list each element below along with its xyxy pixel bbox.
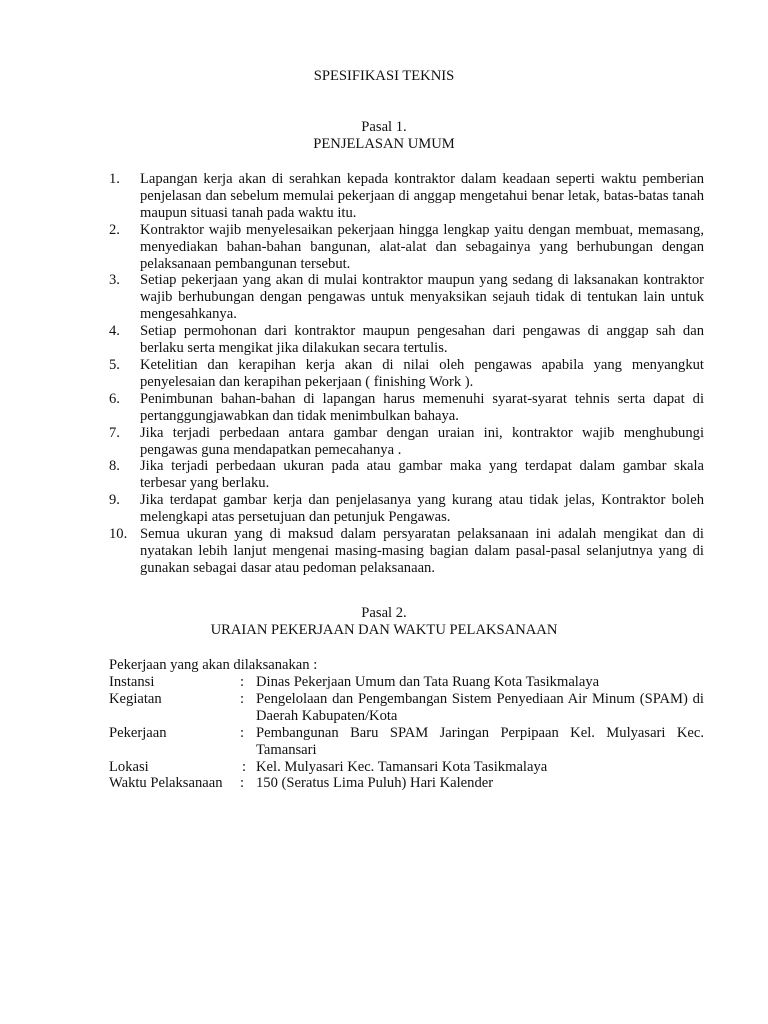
work-details xyxy=(109,674,704,792)
item-number: 5. xyxy=(109,356,120,373)
field-value: Kel. Mulyasari Kec. Tamansari Kota Tasikmalaya xyxy=(256,758,548,775)
list-item xyxy=(109,391,704,425)
item-text: Lapangan kerja akan di serahkan kepada kontraktor dalam keadaan seperti waktu pemberian penjelasan dan sebelum memulai pekerjaan di anggap mengetahui benar letak, batas-batas tanah maupun situasi tanah pada waktu itu. xyxy=(140,171,704,221)
list-item xyxy=(109,272,704,323)
field-value: Pengelolaan dan Pengembangan Sistem Penyediaan Air Minum (SPAM) di Daerah Kabupaten/Kota xyxy=(256,690,704,724)
item-text: Penimbunan bahan-bahan di lapangan harus memenuhi syarat-syarat tehnis serta dapat di pertanggungjawabkan dan tidak menimbulkan bahaya. xyxy=(140,390,704,424)
item-text: Jika terjadi perbedaan antara gambar dengan uraian ini, kontraktor wajib menghubungi pengawas guna mendapatkan pemecahanya . xyxy=(140,424,704,458)
field-row-instansi xyxy=(109,674,704,691)
item-number: 9. xyxy=(109,492,120,509)
field-row-lokasi xyxy=(109,759,704,776)
field-colon: : xyxy=(240,724,245,741)
item-number: 4. xyxy=(109,323,120,340)
item-text: Setiap pekerjaan yang akan di mulai kontraktor maupun yang sedang di laksanakan kontraktor wajib berhubungan dengan pengawas untuk menyaksikan sejauh tidak di tentukan lain untuk mengesahkanya. xyxy=(140,272,704,323)
field-label: Lokasi xyxy=(109,758,149,775)
field-label: Pekerjaan xyxy=(109,724,167,741)
item-text: Semua ukuran yang di maksud dalam persyaratan pelaksanaan ini adalah mengikat dan di nyatakan lebih lanjut mengenai masing-masing bagian dalam pasal-pasal selanjutnya yang di gunakan sebagai dasar atau pedoman pelaksanaan. xyxy=(140,526,704,576)
field-label: Waktu Pelaksanaan xyxy=(109,775,223,792)
field-value: 150 (Seratus Lima Puluh) Hari Kalender xyxy=(256,775,494,792)
item-number: 2. xyxy=(109,221,120,238)
field-value: Pembangunan Baru SPAM Jaringan Perpipaan Kel. Mulyasari Kec. Tamansari xyxy=(256,724,704,758)
pasal-2-heading: URAIAN PEKERJAAN DAN WAKTU PELAKSANAAN xyxy=(210,622,558,638)
item-number: 7. xyxy=(109,424,120,441)
item-number: 3. xyxy=(109,272,120,289)
field-row-kegiatan xyxy=(109,691,704,725)
list-item xyxy=(109,458,704,492)
list-item xyxy=(109,526,704,577)
field-label: Instansi xyxy=(109,674,155,690)
item-text: Jika terdapat gambar kerja dan penjelasanya yang kurang atau tidak jelas, Kontraktor boleh melengkapi atas persetujuan dan petunjuk Pengawas. xyxy=(140,492,704,526)
pasal-2-number: Pasal 2. xyxy=(361,605,407,621)
item-text: Kontraktor wajib menyelesaikan pekerjaan hingga lengkap yaitu dengan membuat, memasang, menyediakan bahan-bahan bangunan, alat-alat dan sebagainya yang berhubungan dengan pelaksanaan pembangunan tersebut. xyxy=(140,221,704,272)
item-text: Jika terjadi perbedaan ukuran pada atau gambar maka yang terdapat dalam gambar skala terbesar yang berlaku. xyxy=(140,458,704,492)
pasal-1-heading: PENJELASAN UMUM xyxy=(313,136,455,152)
general-provisions-list xyxy=(109,171,704,577)
document-title: SPESIFIKASI TEKNIS xyxy=(313,68,455,84)
list-item xyxy=(109,171,704,222)
list-item xyxy=(109,222,704,273)
field-colon: : xyxy=(242,758,247,775)
list-item xyxy=(109,492,704,526)
work-intro: Pekerjaan yang akan dilaksanakan : xyxy=(109,657,318,673)
field-label: Kegiatan xyxy=(109,690,162,707)
item-text: Ketelitian dan kerapihan kerja akan di nilai oleh pengawas apabila yang menyangkut penyelesaian dan kerapihan pekerjaan ( finishing Work ). xyxy=(140,356,704,390)
list-item xyxy=(109,357,704,391)
item-number: 10. xyxy=(109,526,128,543)
pasal-1-number: Pasal 1. xyxy=(361,119,407,135)
list-item xyxy=(109,425,704,459)
field-value: Dinas Pekerjaan Umum dan Tata Ruang Kota Tasikmalaya xyxy=(256,674,600,690)
field-colon: : xyxy=(240,690,245,707)
item-text: Setiap permohonan dari kontraktor maupun pengesahan dari pengawas di anggap sah dan berlaku serta mengikat jika dilakukan secara tertulis. xyxy=(140,323,704,357)
item-number: 1. xyxy=(109,171,120,187)
item-number: 8. xyxy=(109,458,120,475)
field-row-waktu-pelaksanaan xyxy=(109,775,704,792)
field-row-pekerjaan xyxy=(109,725,704,759)
list-item xyxy=(109,323,704,357)
field-colon: : xyxy=(240,674,245,690)
item-number: 6. xyxy=(109,390,120,407)
field-colon: : xyxy=(240,775,245,792)
